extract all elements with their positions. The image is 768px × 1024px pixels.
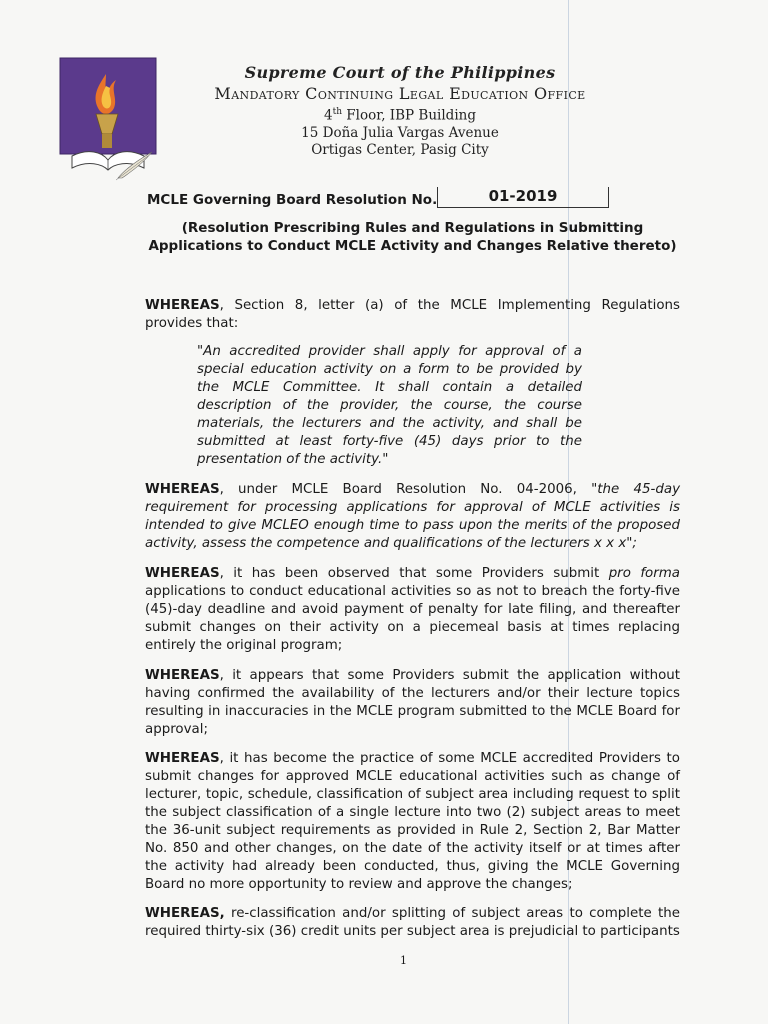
resolution-line xyxy=(147,187,617,215)
whereas-paragraph-2 xyxy=(145,481,680,553)
whereas-lead: WHEREAS xyxy=(145,668,220,683)
page-number: 1 xyxy=(400,954,407,967)
court-name: Supreme Court of the Philippines xyxy=(244,63,556,82)
paragraph-text: , it has been observed that some Providers submit xyxy=(219,566,609,581)
paragraph-text: , Section 8, letter (a) of the MCLE Implementing Regulations provides that: xyxy=(145,298,680,331)
whereas-lead: WHEREAS xyxy=(145,482,220,497)
whereas-lead: WHEREAS xyxy=(145,751,220,766)
paragraph-text: applications to conduct educational activities so as not to breach the forty-five (45)-day deadline and avoid payment of penalty for late filing, and thereafter submit changes on their activity on a piecemeal basis at times replacing entirely the original program; xyxy=(145,584,680,653)
italic-term: pro forma xyxy=(608,566,680,581)
paragraph-text: re-classification and/or splitting of subject areas to complete the required thirty-six (36) credit units per subject area is prejudicial to participants xyxy=(145,906,680,939)
address-city: Ortigas Center, Pasig City xyxy=(311,141,489,158)
office-name: Mandatory Continuing Legal Education Office xyxy=(214,84,586,103)
whereas-paragraph-3 xyxy=(145,565,680,655)
whereas-paragraph-4 xyxy=(145,667,680,739)
whereas-lead: WHEREAS xyxy=(145,566,220,581)
whereas-lead: WHEREAS xyxy=(145,298,220,313)
whereas-paragraph-6 xyxy=(145,905,680,941)
whereas-lead: WHEREAS, xyxy=(145,906,225,921)
resolution-label: MCLE Governing Board Resolution No. xyxy=(147,192,438,208)
quoted-regulation: "An accredited provider shall apply for approval of a special education activity on a form to be provided by the MCLE Committee. It shall contain a detailed description of the provider, the course, the course materials, the lecturers and the activity, and shall be submitted at least forty-five (45) days prior to the presentation of the activity." xyxy=(197,344,582,467)
letterhead xyxy=(160,62,640,159)
address-floor xyxy=(160,104,640,125)
resolution-subtitle: (Resolution Prescribing Rules and Regulations in Submitting Applications to Conduct MCLE Activity and Changes Relative thereto) xyxy=(148,220,677,254)
floor-building: Floor, IBP Building xyxy=(342,107,476,124)
floor-suffix: th xyxy=(332,107,343,117)
quoted-text: "the 45-day requirement for processing applications for approval of MCLE activities is intended to give MCLEO enough time to pass upon the merits of the proposed activity, assess the competence and qualifications of the lecturers x x x"; xyxy=(145,482,680,551)
paragraph-text: , it appears that some Providers submit the application without having confirmed the availability of the lecturers and/or their lecture topics resulting in inaccuracies in the MCLE program submitted to the MCLE Board for approval; xyxy=(145,668,680,737)
address-street: 15 Doña Julia Vargas Avenue xyxy=(301,124,499,141)
whereas-paragraph-1 xyxy=(145,297,680,333)
mcle-logo-icon xyxy=(58,56,158,184)
floor-number: 4 xyxy=(324,107,333,124)
paragraph-text: , under MCLE Board Resolution No. 04-2006, xyxy=(219,482,592,497)
resolution-number: 01-2019 xyxy=(437,187,609,208)
whereas-paragraph-5 xyxy=(145,750,680,894)
paragraph-text: , it has become the practice of some MCLE accredited Providers to submit changes for approved MCLE educational activities such as change of lecturer, topic, schedule, classification of subject area including request to split the subject classification of a single lecture into two (2) subject areas to meet the 36-unit subject requirements as provided in Rule 2, Section 2, Bar Matter No. 850 and other changes, on the date of the activity itself or at times after the activity had already been conducted, thus, giving the MCLE Governing Board no more opportunity to review and approve the changes; xyxy=(145,751,680,892)
